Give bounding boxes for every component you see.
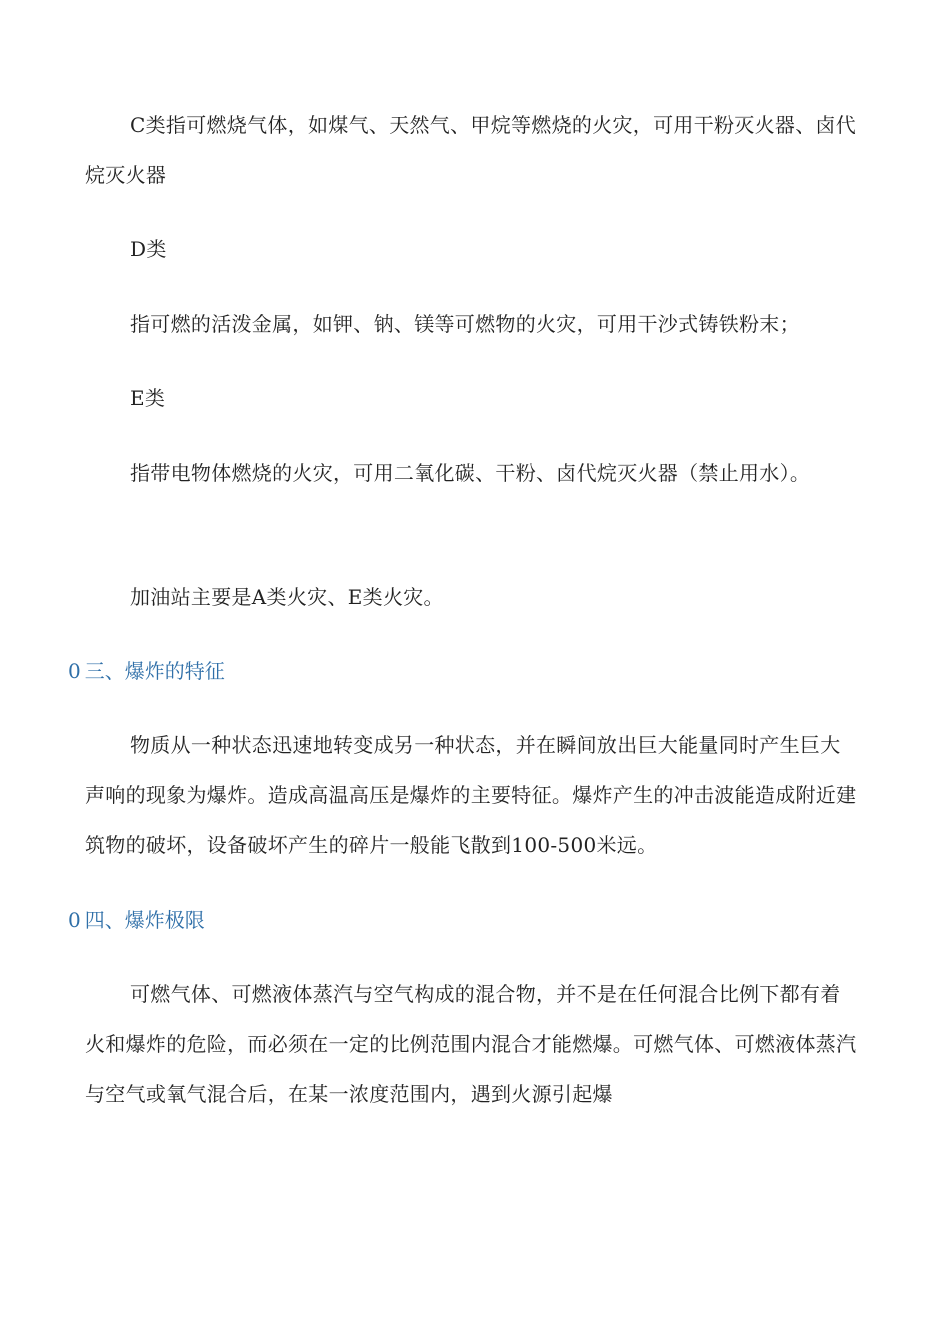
section-number: 0 [68, 908, 81, 932]
paragraph-d-desc: 指可燃的活泼金属，如钾、钠、镁等可燃物的火灾，可用干沙式铸铁粉末； [130, 312, 800, 336]
section-heading-4 [68, 905, 205, 935]
paragraph-e-desc: 指带电物体燃烧的火灾，可用二氧化碳、干粉、卤代烷灭火器（禁止用水）。 [130, 461, 811, 485]
paragraph-explosion-features: 物质从一种状态迅速地转变成另一种状态，并在瞬间放出巨大能量同时产生巨大声响的现象为爆炸。造成高温高压是爆炸的主要特征。爆炸产生的冲击波能造成附近建筑物的破坏，设备破坏产生的碎片一般能飞散到100-500米远。 [85, 733, 857, 857]
paragraph-d-label: D类 [130, 237, 167, 261]
section-title: 四、爆炸极限 [84, 908, 205, 932]
paragraph-c-class: C类指可燃烧气体，如煤气、天然气、甲烷等燃烧的火灾，可用干粉灭火器、卤代烷灭火器 [85, 113, 857, 187]
paragraph-explosion-limits: 可燃气体、可燃液体蒸汽与空气构成的混合物，并不是在任何混合比例下都有着火和爆炸的危险，而必须在一定的比例范围内混合才能燃爆。可燃气体、可燃液体蒸汽与空气或氧气混合后，在某一浓度范围内，遇到火源引起爆 [85, 982, 857, 1106]
paragraph-station: 加油站主要是A类火灾、E类火灾。 [130, 585, 444, 609]
section-title: 三、爆炸的特征 [84, 659, 225, 683]
section-number: 0 [68, 659, 81, 683]
section-heading-3 [68, 656, 225, 686]
paragraph-e-label: E类 [130, 386, 166, 410]
